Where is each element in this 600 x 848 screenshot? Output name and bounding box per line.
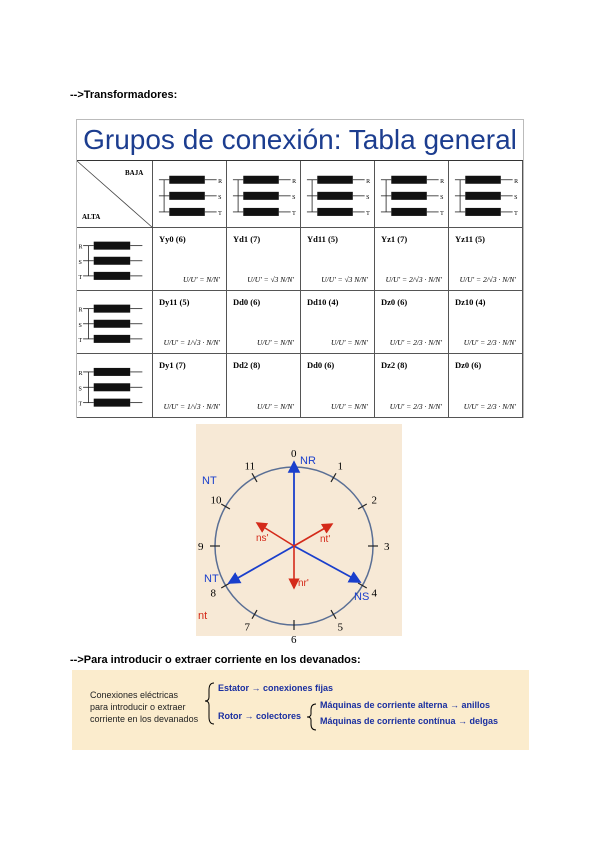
label-nt-cut: nt xyxy=(198,610,208,622)
connection-groups-table xyxy=(76,119,524,418)
label-ns-secondary: ns' xyxy=(256,533,269,544)
voltage-ratio-formula: U/U' = 2/3 · N/N' xyxy=(463,338,516,347)
hour-label: 6 xyxy=(291,634,297,646)
brace-lines xyxy=(72,670,372,750)
primary-winding-cell xyxy=(77,228,153,291)
primary-winding-diagram xyxy=(77,228,153,291)
connection-group-cell xyxy=(375,354,449,418)
hour-label: 2 xyxy=(371,494,378,507)
header-corner-cell xyxy=(77,161,153,228)
phase-label: T xyxy=(366,210,370,217)
hour-label: 8 xyxy=(210,587,216,600)
connection-group-cell xyxy=(153,291,227,354)
voltage-ratio-formula: U/U' = N/N' xyxy=(330,402,368,411)
phase-label: R xyxy=(440,178,445,185)
baja-label: BAJA xyxy=(125,169,144,177)
header-winding-cell xyxy=(301,161,375,228)
voltage-ratio-formula: U/U' = N/N' xyxy=(330,338,368,347)
clock-svg xyxy=(196,424,402,646)
secondary-winding-diagram xyxy=(227,161,301,228)
group-code: Dd0 (6) xyxy=(233,297,261,307)
phase-label: R xyxy=(78,244,83,251)
phase-label: R xyxy=(292,178,297,185)
secondary-winding-diagram xyxy=(153,161,227,228)
connection-group-cell xyxy=(375,228,449,291)
label-ns: NS xyxy=(354,591,370,603)
connection-group-cell xyxy=(301,228,375,291)
hour-tick xyxy=(252,610,257,619)
phase-label: S xyxy=(292,194,296,201)
phase-label: S xyxy=(78,259,82,266)
phase-label: T xyxy=(292,210,296,217)
secondary-winding-diagram xyxy=(301,161,375,228)
group-code: Dz10 (4) xyxy=(455,297,486,307)
phase-label: R xyxy=(366,178,371,185)
intro-line-3: corriente en los devanados xyxy=(90,714,199,724)
group-code: Dz2 (8) xyxy=(381,360,408,370)
hour-label: 5 xyxy=(337,621,343,634)
phase-label: S xyxy=(440,194,444,201)
primary-winding-diagram xyxy=(77,291,153,354)
label-nr: NR xyxy=(300,455,316,467)
phase-label: S xyxy=(514,194,518,201)
connection-group-cell xyxy=(227,228,301,291)
primary-winding-diagram xyxy=(77,354,153,418)
phase-label: T xyxy=(78,274,83,281)
voltage-ratio-formula: U/U' = 2/3 · N/N' xyxy=(463,402,516,411)
phase-label: R xyxy=(78,370,83,377)
phase-label: T xyxy=(514,210,518,217)
group-code: Yd11 (5) xyxy=(307,234,338,244)
primary-winding-cell xyxy=(77,354,153,418)
voltage-ratio-formula: U/U' = 2/3 · N/N' xyxy=(389,402,442,411)
table-grid xyxy=(77,160,523,418)
phase-label: T xyxy=(78,401,83,408)
intro-line-2: para introducir o extraer xyxy=(90,702,186,712)
group-code: Dy1 (7) xyxy=(159,360,186,370)
hour-label: 4 xyxy=(371,587,378,600)
hour-label: 1 xyxy=(337,460,343,473)
hour-tick xyxy=(331,610,336,619)
hour-label: 7 xyxy=(244,621,250,634)
hour-label: 0 xyxy=(291,448,297,460)
group-code: Dd10 (4) xyxy=(307,297,339,307)
heading-corriente-devanados: -->Para introducir o extraer corriente en los devanados: xyxy=(70,654,361,666)
conexiones-note-box xyxy=(72,670,529,750)
label-nt-secondary: nt' xyxy=(320,534,331,545)
alterna-line: Máquinas de corriente alterna → anillos xyxy=(320,700,491,710)
estator-line: Estator → conexiones fijas xyxy=(218,683,334,693)
alta-label: ALTA xyxy=(82,213,101,221)
phase-label: R xyxy=(218,178,223,185)
hour-tick xyxy=(358,504,367,509)
header-winding-cell xyxy=(375,161,449,228)
hour-tick xyxy=(331,473,336,482)
group-code: Yz1 (7) xyxy=(381,234,408,244)
phase-label: S xyxy=(366,194,370,201)
label-nt-outer: NT xyxy=(202,475,217,487)
hour-tick xyxy=(221,583,230,588)
voltage-ratio-formula: U/U' = 2/√3 · N/N' xyxy=(385,275,442,284)
table-title: Grupos de conexión: Tabla general xyxy=(83,124,517,155)
vector-nt xyxy=(229,546,294,583)
group-code: Yz11 (5) xyxy=(455,234,485,244)
phase-label: S xyxy=(78,322,82,329)
group-code: Dz0 (6) xyxy=(455,360,482,370)
secondary-winding-diagram xyxy=(449,161,523,228)
header-winding-cell xyxy=(227,161,301,228)
header-winding-cell xyxy=(449,161,523,228)
phase-label: T xyxy=(440,210,444,217)
connection-group-cell xyxy=(227,354,301,418)
group-code: Dd2 (8) xyxy=(233,360,261,370)
hour-label: 11 xyxy=(244,460,256,473)
group-code: Yd1 (7) xyxy=(233,234,261,244)
heading-transformadores: -->Transformadores: xyxy=(70,89,178,101)
vector-ns xyxy=(294,546,360,582)
connection-group-cell xyxy=(449,291,523,354)
connection-group-cell xyxy=(301,291,375,354)
phase-label: T xyxy=(218,210,222,217)
label-nr-secondary: nr' xyxy=(298,578,309,589)
connection-group-cell xyxy=(375,291,449,354)
hour-label: 10 xyxy=(210,494,222,507)
voltage-ratio-formula: U/U' = 2/√3 · N/N' xyxy=(459,275,516,284)
voltage-ratio-formula: U/U' = N/N' xyxy=(256,402,294,411)
group-code: Dd0 (6) xyxy=(307,360,335,370)
connection-group-cell xyxy=(227,291,301,354)
hour-tick xyxy=(252,473,257,482)
voltage-ratio-formula: U/U' = 1/√3 · N/N' xyxy=(163,402,220,411)
group-code: Dy11 (5) xyxy=(159,297,190,307)
continua-line: Máquinas de corriente contínua → delgas xyxy=(320,716,499,726)
voltage-ratio-formula: U/U' = 1/√3 · N/N' xyxy=(163,338,220,347)
label-nt: NT xyxy=(204,573,219,585)
hour-tick xyxy=(358,583,367,588)
connection-group-cell xyxy=(449,228,523,291)
group-code: Yy0 (6) xyxy=(159,234,186,244)
hour-label: 9 xyxy=(198,541,204,553)
header-winding-cell xyxy=(153,161,227,228)
hour-tick xyxy=(221,504,230,509)
phase-label: S xyxy=(218,194,222,201)
connection-group-cell xyxy=(153,354,227,418)
voltage-ratio-formula: U/U' = √3 N/N' xyxy=(321,275,368,284)
phase-label: R xyxy=(78,307,83,314)
voltage-ratio-formula: U/U' = N/N' xyxy=(182,275,220,284)
intro-line-1: Conexiones eléctricas xyxy=(90,690,179,700)
primary-winding-cell xyxy=(77,291,153,354)
connection-group-cell xyxy=(449,354,523,418)
phasor-clock-diagram xyxy=(196,424,402,646)
voltage-ratio-formula: U/U' = N/N' xyxy=(256,338,294,347)
hour-label: 3 xyxy=(384,541,390,553)
phase-label: S xyxy=(78,386,82,393)
rotor-line: Rotor → colectores xyxy=(218,711,302,721)
group-code: Dz0 (6) xyxy=(381,297,408,307)
connection-group-cell xyxy=(153,228,227,291)
voltage-ratio-formula: U/U' = √3 N/N' xyxy=(247,275,294,284)
phase-label: T xyxy=(78,337,83,344)
secondary-winding-diagram xyxy=(375,161,449,228)
voltage-ratio-formula: U/U' = 2/3 · N/N' xyxy=(389,338,442,347)
connection-group-cell xyxy=(301,354,375,418)
phase-label: R xyxy=(514,178,519,185)
